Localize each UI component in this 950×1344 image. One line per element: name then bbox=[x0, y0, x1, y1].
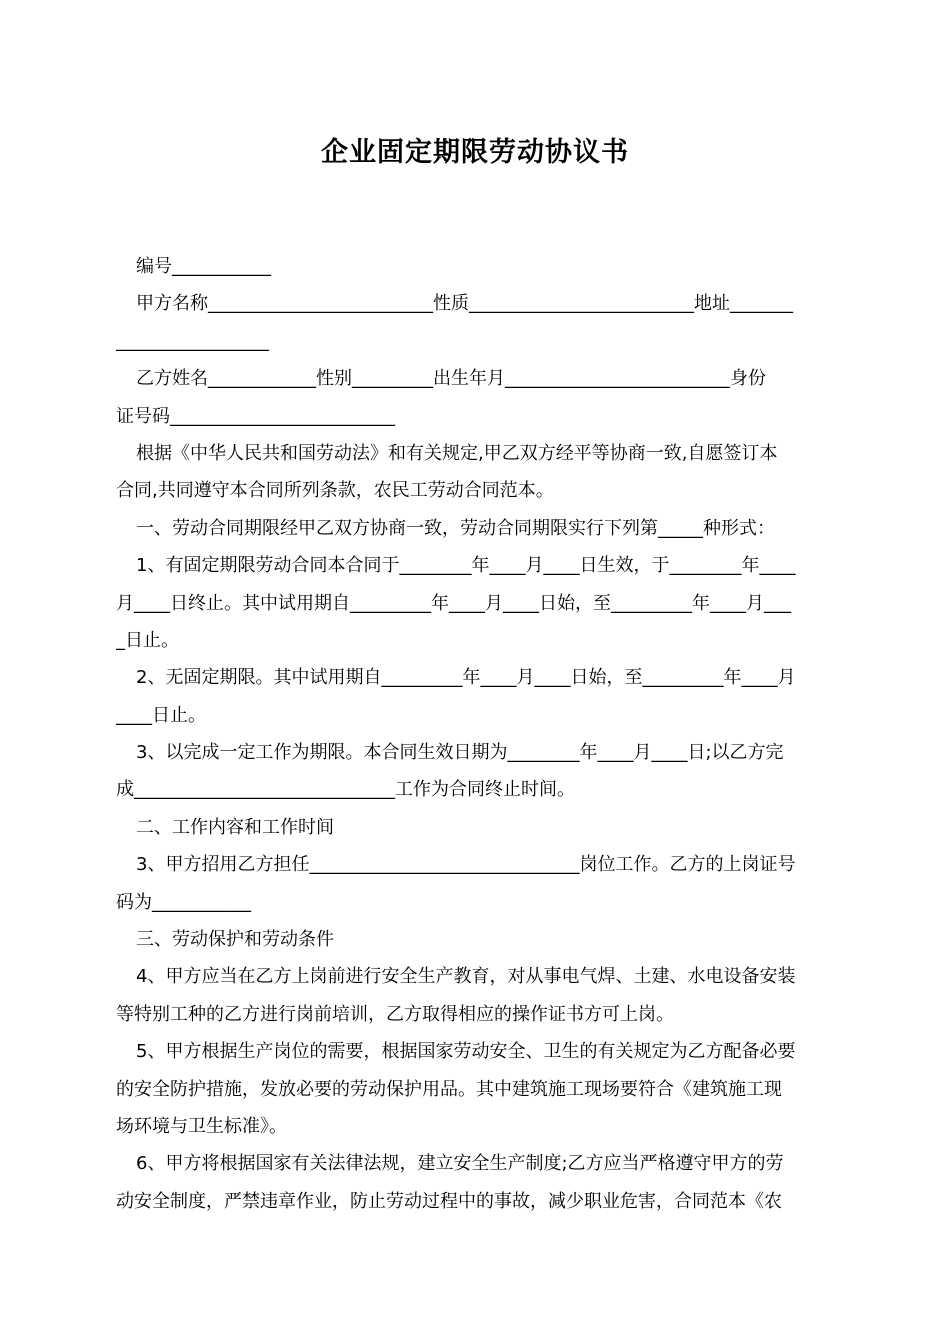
text-line: 6、甲方将根据国家有关法律法规，建立安全生产制度;乙方应当严格遵守甲方的劳 bbox=[136, 1153, 784, 1175]
text-line: 2、无固定期限。其中试用期自_________年____月____日始，至_________年____月 bbox=[136, 667, 796, 689]
section-heading: 三、劳动保护和劳动条件 bbox=[136, 929, 334, 951]
text-line: 1、有固定期限劳动合同本合同于________年____月____日生效，于________年____ bbox=[136, 555, 796, 577]
text-line: 甲方名称_________________________性质_________________________地址_______ bbox=[136, 293, 793, 315]
text-line: _日止。 bbox=[116, 629, 179, 651]
text-line: 3、以完成一定工作为期限。本合同生效日期为________年____月____日;以乙方完 bbox=[136, 742, 784, 764]
section-heading: 二、工作内容和工作时间 bbox=[136, 816, 334, 838]
text-line: 的安全防护措施，发放必要的劳动保护用品。其中建筑施工现场要符合《建筑施工现 bbox=[116, 1078, 782, 1100]
text-line: _________________ bbox=[116, 330, 269, 352]
text-line: 一、劳动合同期限经甲乙双方协商一致，劳动合同期限实行下列第_____种形式： bbox=[136, 517, 775, 539]
text-line: 4、甲方应当在乙方上岗前进行安全生产教育，对从事电气焊、土建、水电设备安装 bbox=[136, 966, 796, 988]
text-line: 动安全制度，严禁违章作业，防止劳动过程中的事故，减少职业危害，合同范本《农 bbox=[116, 1190, 782, 1212]
text-line: 乙方姓名____________性别_________出生年月_________________________身份 bbox=[136, 368, 766, 390]
text-line: 码为___________ bbox=[116, 891, 251, 913]
text-line: 3、甲方招用乙方担任______________________________岗位工作。乙方的上岗证号 bbox=[136, 854, 796, 876]
text-line: 根据《中华人民共和国劳动法》和有关规定,甲乙双方经平等协商一致,自愿签订本 bbox=[136, 442, 778, 464]
text-line: 证号码_________________________ bbox=[116, 405, 395, 427]
document-body bbox=[116, 248, 836, 1220]
document-title: 企业固定期限劳动协议书 bbox=[321, 137, 629, 168]
text-line: 等特别工种的乙方进行岗前培训，乙方取得相应的操作证书方可上岗。 bbox=[116, 1003, 674, 1025]
text-line: 编号___________ bbox=[136, 256, 271, 277]
text-line: ____日止。 bbox=[116, 704, 206, 726]
text-line: 合同,共同遵守本合同所列条款，农民工劳动合同范本。 bbox=[116, 480, 554, 502]
text-line: 月____日终止。其中试用期自_________年____月____日始，至_________年____月___ bbox=[116, 592, 791, 614]
text-line: 5、甲方根据生产岗位的需要，根据国家劳动安全、卫生的有关规定为乙方配备必要 bbox=[136, 1041, 796, 1063]
text-line: 场环境与卫生标准》。 bbox=[116, 1115, 287, 1137]
text-line: 成_____________________________工作为合同终止时间。 bbox=[116, 779, 575, 801]
